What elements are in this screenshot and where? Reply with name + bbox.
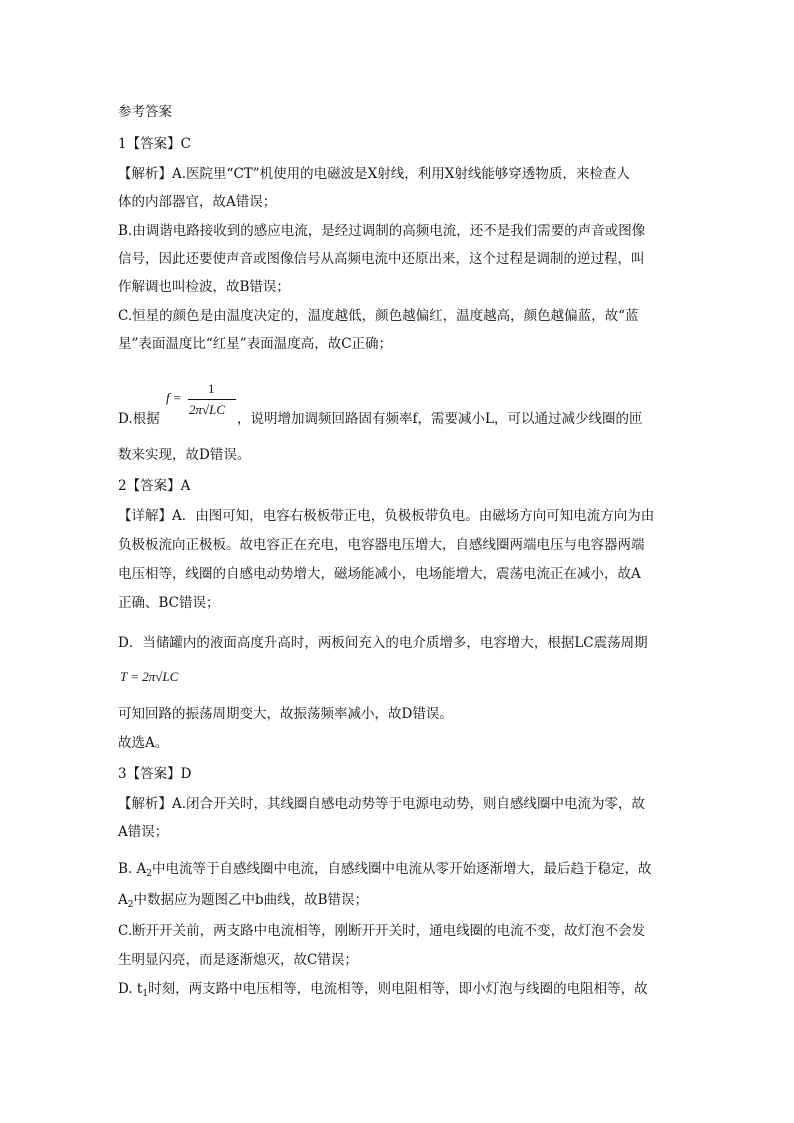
q3-line-4 <box>118 891 368 914</box>
q2-line-7: 故选A。 <box>118 735 169 751</box>
q3-line-2: A错误； <box>118 824 169 840</box>
q3-line-3-suffix: 中电流等于自感线圈中电流，自感线圈中电流从零开始逐渐增大，最后趋于稳定，故 <box>152 861 652 877</box>
q2-line-6: 可知回路的振荡周期变大，故振荡频率减小，故D错误。 <box>118 706 453 722</box>
q3-line-3-prefix: B. A <box>118 861 147 877</box>
q1-line-1: 【解析】A.医院里“CT”机使用的电磁波是X射线，利用X射线能够穿透物质，来检查人 <box>118 166 630 182</box>
q1-line-6: C.恒星的颜色是由温度决定的，温度越低，颜色越偏红，温度越高，颜色越偏蓝，故“蓝 <box>118 308 639 324</box>
page-heading: 参考答案 <box>118 104 172 120</box>
q1-line-7: 星”表面温度比“红星”表面温度高，故C正确； <box>118 336 393 352</box>
q2-line-2: 负极板流向正极板。故电容正在充电，电容器电压增大，自感线圈两端电压与电容器两端 <box>118 537 645 553</box>
q3-line-4-suffix: 中数据应为题图乙中b曲线，故B错误； <box>133 892 369 908</box>
q3-line-4-prefix: A <box>118 892 128 908</box>
q3-line-6: 生明显闪亮，而是逐渐熄灭，故C错误； <box>118 952 358 968</box>
q1-line-4: 信号，因此还要使声音或图像信号从高频电流中还原出来，这个过程是调制的逆过程，叫 <box>118 251 645 267</box>
q3-line-7-prefix: D. t <box>118 981 143 997</box>
q1-line-3: B.由调谐电路接收到的感应电流，是经过调制的高频电流，还不是我们需要的声音或图像 <box>118 223 646 239</box>
formula-denominator: 2π√LC <box>189 402 226 417</box>
q3-line-1: 【解析】A.闭合开关时，其线圈自感电动势等于电源电动势，则自感线圈中电流为零，故 <box>118 796 646 812</box>
q3-line-7-subscript: 1 <box>142 989 149 999</box>
q3-line-3 <box>118 860 652 883</box>
q2-line-4: 正确、BC错误； <box>118 595 220 611</box>
q1-line-5: 作解调也叫检波，故B错误； <box>118 279 290 295</box>
fraction-bar <box>188 399 236 400</box>
q2-title: 2【答案】A <box>118 478 191 494</box>
formula-f-label: f = <box>166 390 182 405</box>
q3-line-7-suffix: 时刻，两支路中电压相等，电流相等，则电阻相等，即小灯泡与线圈的电阻相等，故 <box>148 981 648 997</box>
formula-numerator: 1 <box>208 381 215 396</box>
q3-line-7 <box>118 980 648 1003</box>
q3-line-4-subscript: 2 <box>127 900 134 910</box>
formula-period: T = 2π√LC <box>120 669 179 684</box>
q1-title: 1【答案】C <box>118 136 191 152</box>
q1-line-9: 数来实现，故D错误。 <box>118 447 251 463</box>
q1-line-8-prefix: D.根据 <box>118 411 160 427</box>
q3-title: 3【答案】D <box>118 766 192 782</box>
q1-line-8-suffix: ，说明增加调频回路固有频率f，需要减小L，可以通过减少线圈的匝 <box>237 411 643 427</box>
q3-line-3-subscript: 2 <box>146 869 152 879</box>
q3-line-5: C.断开开关前，两支路中电流相等，刚断开开关时，通电线圈的电流不变，故灯泡不会发 <box>118 923 646 939</box>
q1-line-2: 体的内部器官，故A错误； <box>118 194 277 210</box>
q2-line-5: D．当储罐内的液面高度升高时，两板间充入的电介质增多，电容增大，根据LC震荡周期 <box>118 635 648 651</box>
q2-line-1: 【详解】A．由图可知，电容右极板带正电，负极板带负电。由磁场方向可知电流方向为由 <box>118 508 655 524</box>
q2-line-3: 电压相等，线圈的自感电动势增大，磁场能减小，电场能增大，震荡电流正在减小，故A <box>118 566 641 582</box>
